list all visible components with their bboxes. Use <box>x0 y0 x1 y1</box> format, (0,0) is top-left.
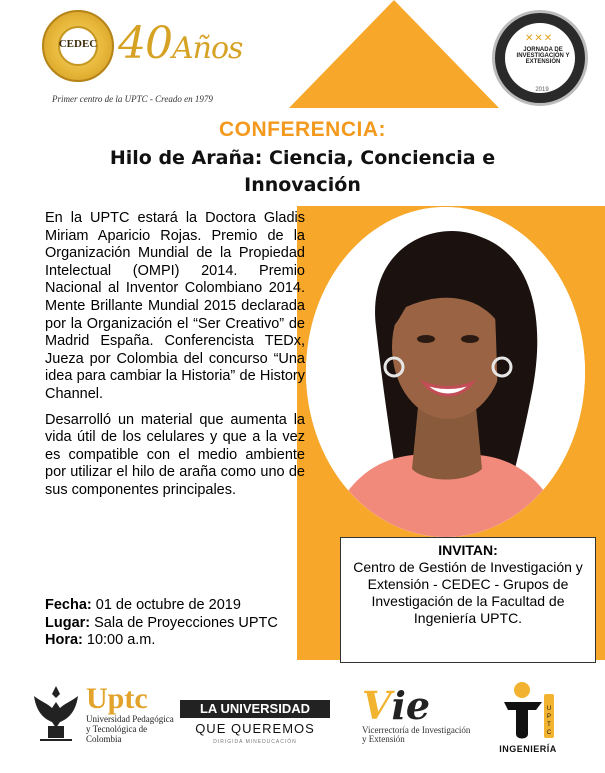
lugar-value: Sala de Proyecciones UPTC <box>90 614 278 631</box>
fecha-value: 01 de octubre de 2019 <box>91 597 241 613</box>
lugar-label: Lugar: <box>45 614 91 631</box>
cedec-seal-text: CEDEC <box>58 38 98 50</box>
uptc-word: Uptc <box>86 682 148 715</box>
vie-logo <box>362 683 472 748</box>
lugar-row <box>45 615 325 633</box>
ingenieria-figure-icon <box>492 680 564 742</box>
decorative-triangle <box>289 0 499 108</box>
uptc-logo <box>86 684 174 744</box>
universidad-bottom: QUE QUEREMOS <box>195 721 315 736</box>
hora-label: Hora: <box>45 632 83 648</box>
universidad-top: LA UNIVERSIDAD <box>180 700 330 718</box>
jornada-dots-icon: ✕✕✕ <box>525 33 554 44</box>
vie-word <box>362 683 472 728</box>
ingenieria-label: INGENIERÍA <box>499 744 557 754</box>
bio-paragraph-2: Desarrolló un material que aumenta la vida útil de los celulares y que a la vez es compatible con el medio ambiente por utilizar el hilo de araña como uno de sus componentes principales. <box>45 411 305 498</box>
universidad-tiny: DIRIGIDA MINEDUCACIÓN <box>213 739 297 745</box>
hora-row <box>45 632 325 650</box>
invitan-label: INVITAN: <box>438 542 498 558</box>
svg-text:T: T <box>547 722 551 728</box>
universidad-que-queremos-logo <box>180 700 330 748</box>
anniversary-word: Años <box>172 31 243 66</box>
speaker-portrait <box>306 207 585 537</box>
jornada-label: JORNADA DE INVESTIGACIÓN Y EXTENSIÓN <box>516 47 570 65</box>
cedec-seal-logo <box>42 10 114 82</box>
svg-text:U: U <box>546 706 552 712</box>
fecha-row <box>45 597 325 615</box>
event-details <box>45 597 325 650</box>
conference-kicker: CONFERENCIA: <box>219 118 386 141</box>
uptc-subtitle: Universidad Pedagógica y Tecnológica de Colombia <box>86 714 174 744</box>
svg-text:C: C <box>546 730 552 736</box>
vie-subtitle: Vicerrectoría de Investigación y Extensión <box>362 725 471 744</box>
anniversary-logo <box>118 18 242 69</box>
speaker-portrait-illustration <box>306 207 585 537</box>
vie-word-v: V <box>362 683 392 728</box>
vie-word-ie: ie <box>391 683 431 728</box>
hora-value: 10:00 a.m. <box>82 632 156 648</box>
invitan-box <box>340 537 596 663</box>
bio-paragraph-1: En la UPTC estará la Doctora Gladis Miriam Aparicio Rojas. Premio de la Organización Mundial de la Propiedad Intelectual (OMPI) 2014. Premio Nacional al Inventor Colombiano 2014. Mente Brillante Mundial 2015 declarada por la Organización el “Ser Creativo” de Madrid España. Conferencista TEDx, Jueza por Colombia del concurso “Una idea para cambiar la Historia” de History Channel. <box>45 210 305 402</box>
anniversary-number: 40 <box>118 18 172 69</box>
fecha-label: Fecha: <box>45 597 92 613</box>
tagline: Primer centro de la UPTC - Creado en 1979 <box>52 94 213 104</box>
invitan-text: Centro de Gestión de Investigación y Extensión - CEDEC - Grupos de Investigación de la Facultad de Ingeniería UPTC. <box>353 559 583 626</box>
eagle-crest-icon <box>30 682 82 744</box>
speaker-bio <box>45 210 305 508</box>
footer-logos <box>0 676 605 773</box>
jornada-badge-logo <box>492 10 588 106</box>
header <box>0 0 605 112</box>
svg-text:P: P <box>546 714 552 720</box>
conference-title: Hilo de Araña: Ciencia, Conciencia e Innovación <box>109 147 496 196</box>
jornada-year: 2019 <box>535 87 549 93</box>
ingenieria-logo <box>492 680 564 756</box>
